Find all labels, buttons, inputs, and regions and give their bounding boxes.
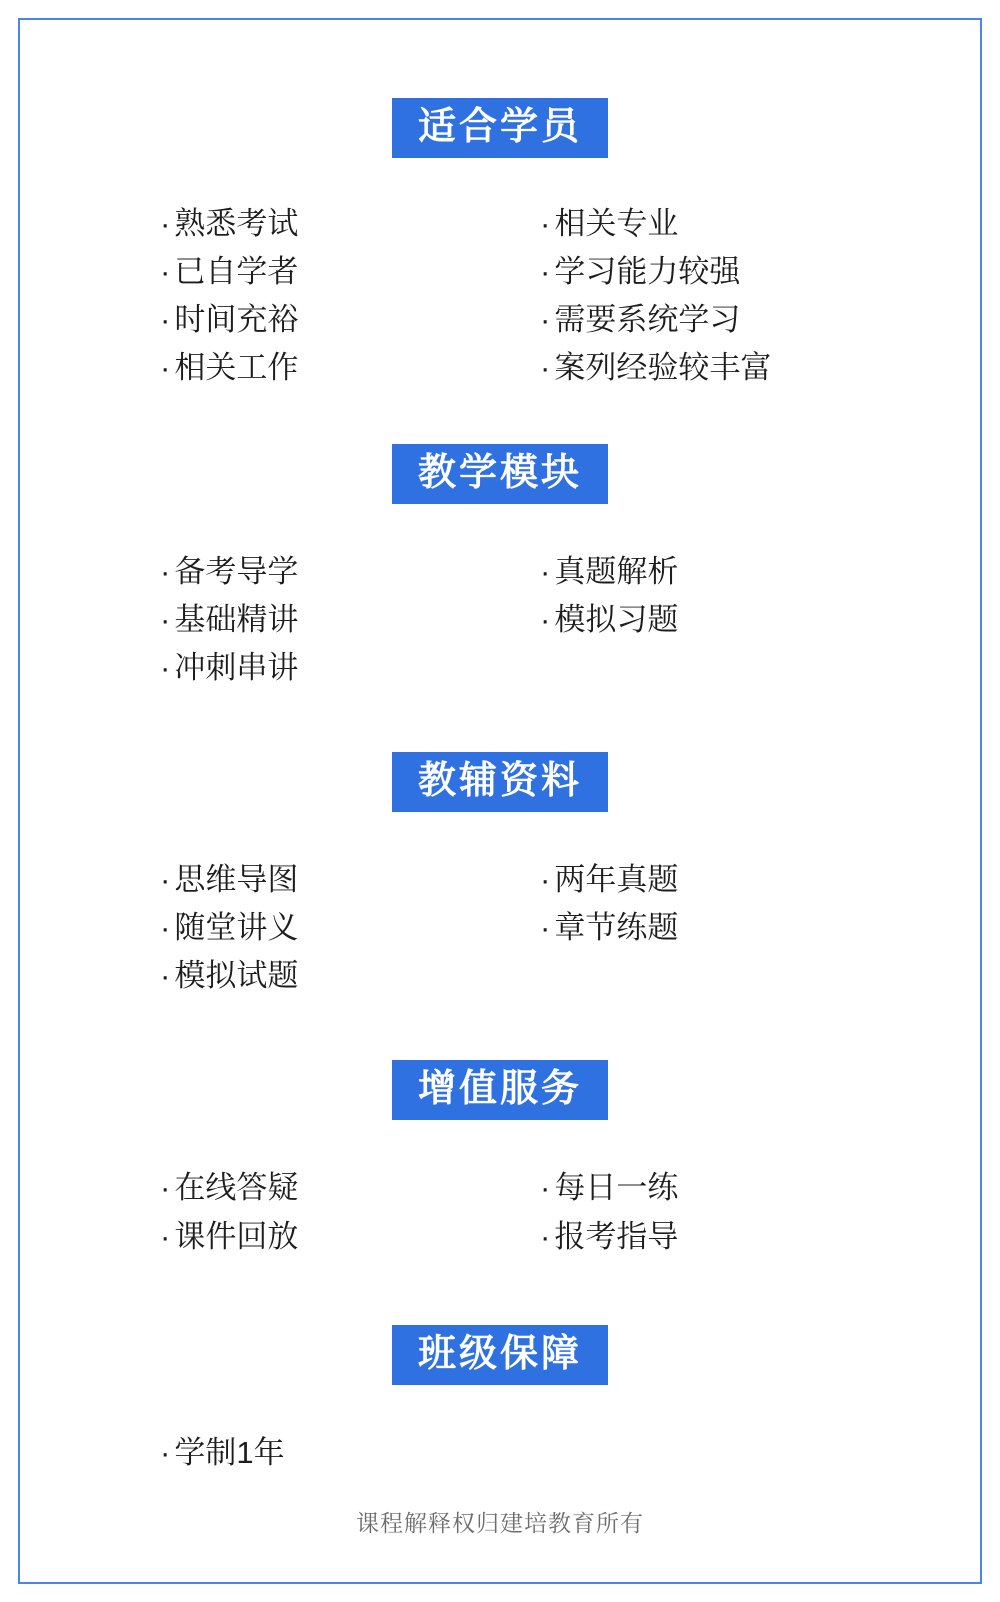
items-column-left (160, 856, 540, 1000)
bullet-dot: · (160, 650, 171, 686)
section-items (20, 856, 980, 1000)
list-item-label: 两年真题 (554, 862, 679, 898)
bullet-dot: · (160, 254, 171, 290)
section-title-badge: 班级保障 (392, 1325, 608, 1385)
list-item (160, 644, 540, 692)
section-title-wrap (20, 98, 980, 158)
list-item (540, 548, 920, 596)
section-items (20, 1164, 980, 1260)
footer-note: 课程解释权归建培教育所有 (356, 1510, 644, 1536)
bullet-dot: · (160, 602, 171, 638)
bullet-dot: · (540, 206, 551, 241)
list-item (540, 856, 920, 904)
list-item-label: 章节练题 (554, 910, 679, 946)
list-item-label: 学制1年 (174, 1434, 285, 1470)
bullet-dot: · (540, 554, 551, 590)
list-item (160, 248, 540, 296)
list-item (160, 952, 540, 1000)
list-item-label: 备考导学 (174, 554, 299, 590)
list-item-label: 冲刺串讲 (174, 650, 299, 686)
list-item-label: 相关专业 (554, 206, 679, 241)
section-title-wrap (20, 444, 980, 504)
list-item-label: 真题解析 (554, 554, 679, 590)
list-item (160, 1429, 540, 1477)
section-title-badge: 教学模块 (392, 444, 608, 504)
list-item-label: 课件回放 (174, 1218, 299, 1254)
bullet-dot: · (540, 254, 551, 290)
list-item-label: 基础精讲 (174, 602, 299, 638)
list-item (540, 296, 920, 344)
list-item (540, 1213, 920, 1261)
list-item-label: 报考指导 (554, 1218, 679, 1254)
list-item-label: 学习能力较强 (554, 254, 741, 290)
bullet-dot: · (160, 206, 171, 241)
list-item-label: 模拟习题 (554, 602, 679, 638)
section-title-wrap (20, 752, 980, 812)
items-column-right (540, 548, 920, 692)
list-item (160, 596, 540, 644)
list-item (160, 1164, 540, 1212)
list-item (540, 200, 920, 248)
list-item-label: 案列经验较丰富 (554, 350, 772, 386)
bullet-dot: · (540, 862, 551, 898)
list-item (160, 1213, 540, 1261)
list-item (540, 248, 920, 296)
bullet-dot: · (540, 1170, 551, 1206)
bullet-dot: · (160, 910, 171, 946)
bullet-dot: · (160, 1170, 171, 1206)
list-item-label: 在线答疑 (174, 1170, 299, 1206)
section-items (20, 200, 980, 392)
items-column-left (160, 1429, 540, 1477)
section-suitable-students (20, 98, 980, 392)
items-column-left (160, 548, 540, 692)
list-item-label: 思维导图 (174, 862, 299, 898)
section-value-added-services (20, 1060, 980, 1260)
section-items (20, 548, 980, 692)
list-item (160, 904, 540, 952)
bullet-dot: · (160, 1218, 171, 1254)
list-item (540, 904, 920, 952)
section-items (20, 1429, 980, 1477)
section-title-badge: 适合学员 (392, 98, 608, 158)
list-item (540, 596, 920, 644)
items-column-right (540, 856, 920, 1000)
list-item (160, 856, 540, 904)
bullet-dot: · (160, 350, 171, 386)
list-item-label: 模拟试题 (174, 958, 299, 994)
bullet-dot: · (540, 910, 551, 946)
section-title-wrap (20, 1325, 980, 1385)
section-teaching-modules (20, 444, 980, 692)
list-item-label: 已自学者 (174, 254, 299, 290)
list-item (540, 344, 920, 392)
bullet-dot: · (160, 302, 171, 338)
bullet-dot: · (160, 1434, 171, 1470)
section-title-badge: 教辅资料 (392, 752, 608, 812)
list-item (160, 344, 540, 392)
section-class-guarantee (20, 1325, 980, 1477)
bullet-dot: · (540, 602, 551, 638)
bullet-dot: · (160, 862, 171, 898)
list-item-label: 熟悉考试 (174, 206, 299, 241)
list-item (160, 200, 540, 248)
list-item (540, 1164, 920, 1212)
bullet-dot: · (540, 1218, 551, 1254)
list-item-label: 随堂讲义 (174, 910, 299, 946)
list-item-label: 相关工作 (174, 350, 299, 386)
section-title-wrap (20, 1060, 980, 1120)
section-title-badge: 增值服务 (392, 1060, 608, 1120)
list-item-label: 每日一练 (554, 1170, 679, 1206)
bullet-dot: · (540, 350, 551, 386)
items-column-right (540, 1164, 920, 1260)
list-item-label: 时间充裕 (174, 302, 299, 338)
list-item (160, 548, 540, 596)
bullet-dot: · (160, 958, 171, 994)
list-item-label: 需要系统学习 (554, 302, 741, 338)
list-item (160, 296, 540, 344)
content-frame (18, 18, 982, 1584)
items-column-right (540, 1429, 920, 1477)
items-column-left (160, 200, 540, 392)
bullet-dot: · (540, 302, 551, 338)
bullet-dot: · (160, 554, 171, 590)
items-column-right (540, 200, 920, 392)
section-study-materials (20, 752, 980, 1000)
items-column-left (160, 1164, 540, 1260)
